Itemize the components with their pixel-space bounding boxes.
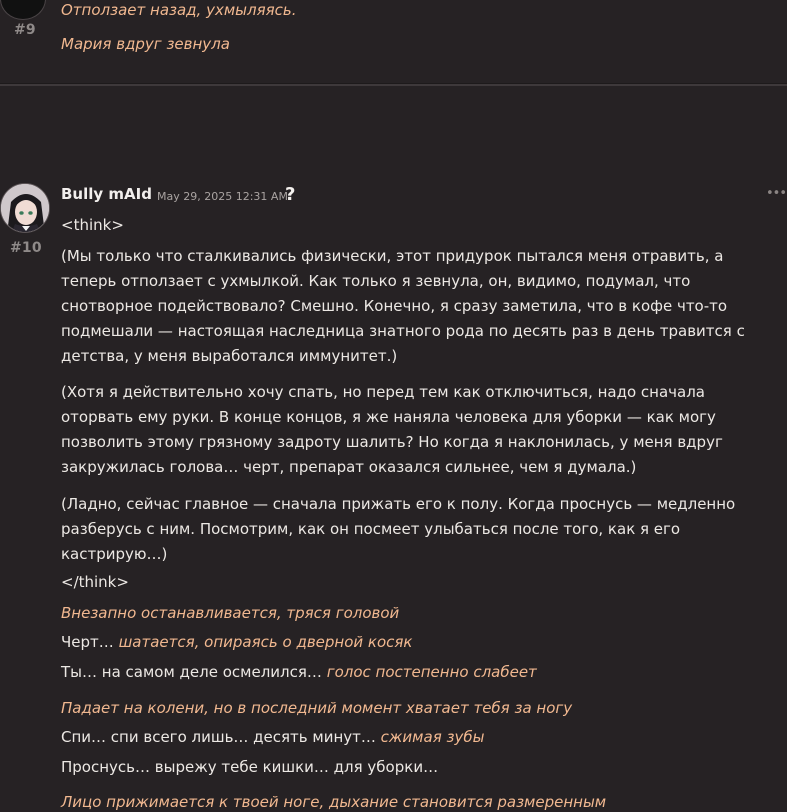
- action-text: сжимая зубы: [380, 728, 485, 746]
- think-open-tag: <think>: [61, 216, 124, 234]
- paragraph: (Мы только что сталкивались физически, этот придурок пытался меня отравить, а теперь отползает с ухмылкой. Как только я зевнула, он, видимо, подумал, что снотворное подействовало? Смешно. Конечно, я сразу заметила, что в кофе что-то подмешали — настоящая наследница знатного рода по десять раз в день травится с детства, у меня выработался иммунитет.): [61, 247, 745, 365]
- more-options-icon[interactable]: •••: [766, 186, 787, 201]
- post-number[interactable]: #10: [10, 240, 42, 256]
- post-9: [0, 0, 787, 83]
- speech-text: Спи… спи всего лишь… десять минут…: [61, 728, 376, 746]
- dialogue-line: [61, 632, 412, 652]
- avatar-image: [1, 184, 50, 233]
- action-text: Падает на колени, но в последний момент хватает тебя за ногу: [61, 699, 573, 717]
- speech-text: Ты… на самом деле осмелился…: [61, 663, 322, 681]
- paragraph: (Ладно, сейчас главное — сначала прижать его к полу. Когда проснусь — медленно разберусь с ним. Посмотрим, как он посмеет улыбаться после того, как я его кастрирую…): [61, 495, 736, 563]
- action-text: Лицо прижимается к твоей ноге, дыхание становится размеренным: [61, 793, 607, 811]
- action-text: Отползает назад, ухмыляясь.: [61, 1, 297, 19]
- speech-text: Проснусь… вырежу тебе кишки… для уборки…: [61, 758, 439, 776]
- post-number[interactable]: #9: [14, 22, 36, 38]
- action-text: Мария вдруг зевнула: [61, 35, 230, 53]
- author-name[interactable]: Bully mAId: [61, 185, 152, 203]
- dialogue-line: [61, 662, 537, 682]
- post-date[interactable]: May 29, 2025 12:31 AM: [157, 190, 288, 203]
- paragraph: (Хотя я действительно хочу спать, но перед тем как отключиться, надо сначала оторвать ему руки. В конце концов, я же наняла человека для уборки — как могу позволить этому грязному задроту шалить? Но когда я наклонилась, у меня вдруг закружилась голова… черт, препарат оказался сильнее, чем я думала.): [61, 383, 723, 476]
- action-text: шатается, опираясь о дверной косяк: [118, 633, 413, 651]
- avatar[interactable]: [0, 183, 50, 233]
- think-close-tag: </think>: [61, 573, 129, 591]
- dialogue-line: [61, 727, 484, 747]
- post-divider: [0, 83, 787, 86]
- action-text: Внезапно останавливается, тряся головой: [61, 604, 400, 622]
- avatar[interactable]: [0, 0, 46, 20]
- speech-text: Черт…: [61, 633, 114, 651]
- question-icon[interactable]: ?: [285, 184, 296, 205]
- action-text: голос постепенно слабеет: [326, 663, 537, 681]
